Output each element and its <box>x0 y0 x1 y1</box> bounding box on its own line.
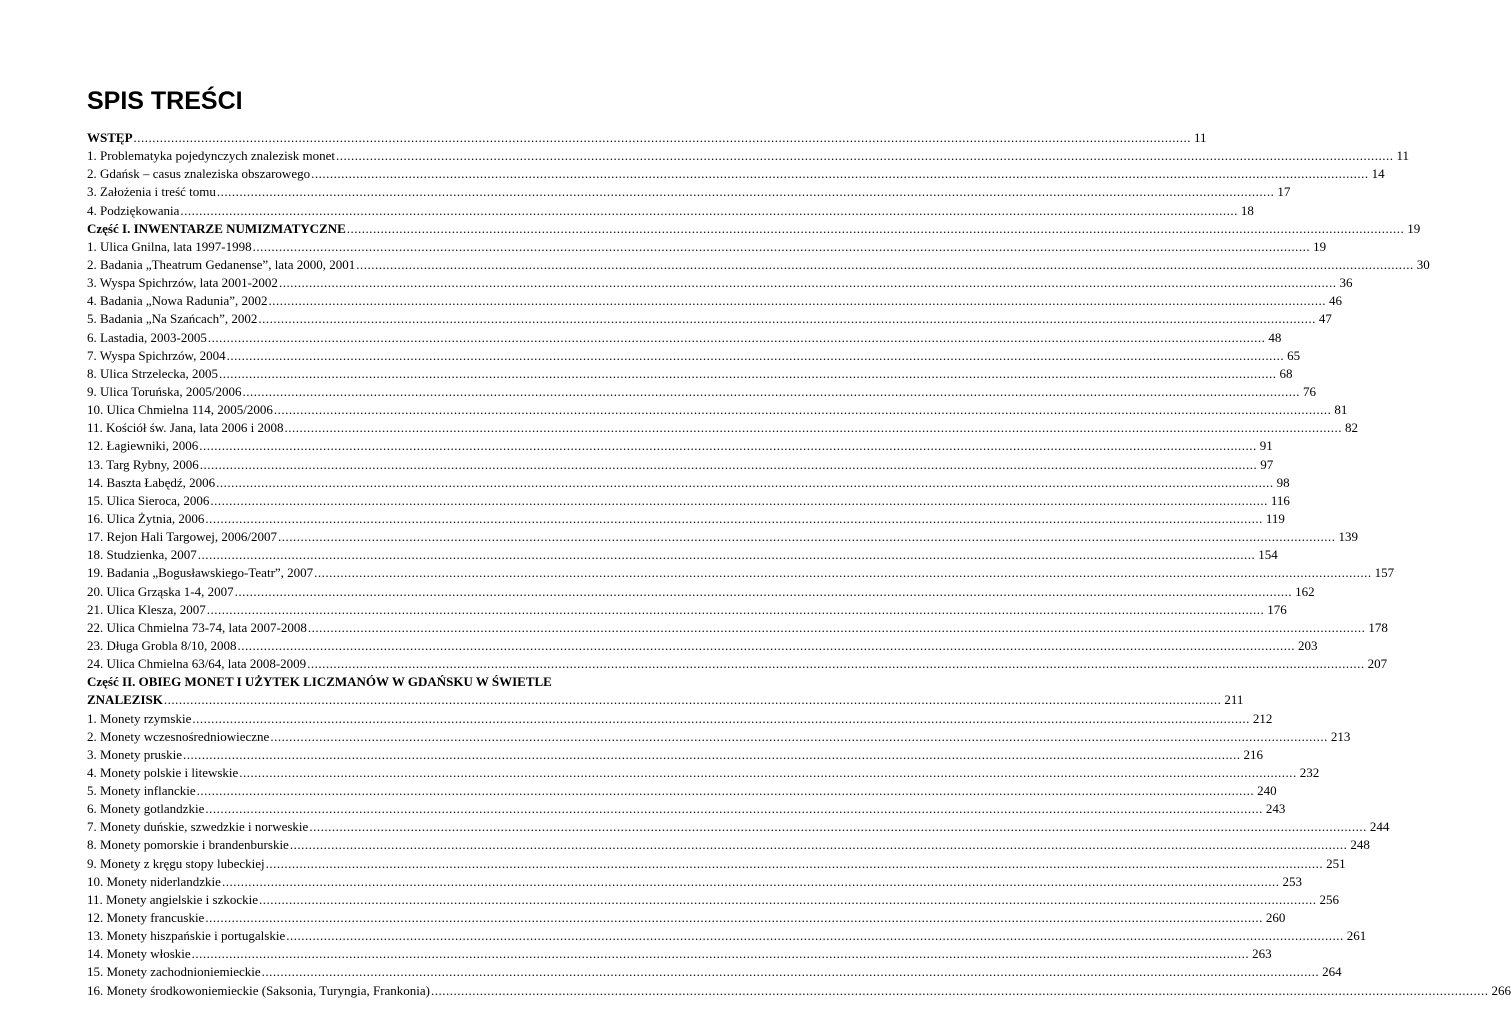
toc-entry <box>87 546 1278 564</box>
toc-entry-page-number: 232 <box>1299 764 1320 780</box>
toc-dot-leader <box>286 927 1344 945</box>
toc-dot-leader <box>258 310 1316 328</box>
toc-dot-leader <box>198 546 1256 564</box>
toc-dot-leader <box>253 238 1311 256</box>
toc-entry-page-number: 157 <box>1374 565 1395 581</box>
toc-dot-leader <box>237 637 1295 655</box>
toc-dot-leader <box>180 202 1238 220</box>
toc-dot-leader <box>431 982 1489 1000</box>
toc-entry-page-number: 48 <box>1268 329 1282 345</box>
toc-entry-page-number: 19 <box>1313 238 1327 254</box>
toc-dot-leader <box>270 728 1328 746</box>
toc-entry-title: 3. Założenia i treść tomu <box>87 184 216 200</box>
toc-entry-page-number: 207 <box>1367 656 1388 672</box>
toc-entry <box>87 437 1273 455</box>
toc-entry-title: 10. Ulica Chmielna 114, 2005/2006 <box>87 402 273 418</box>
toc-entry-title: 7. Monety duńskie, szwedzkie i norweskie <box>87 819 309 835</box>
page-title: SPIS TREŚCI <box>87 87 243 115</box>
toc-dot-leader <box>311 165 1369 183</box>
toc-entry-page-number: 11 <box>1194 130 1207 145</box>
toc-entry <box>87 818 1390 836</box>
toc-entry <box>87 310 1332 328</box>
toc-entry-page-number: 46 <box>1329 293 1343 309</box>
toc-entry-title: 9. Ulica Toruńska, 2005/2006 <box>87 383 242 399</box>
toc-entry-title: 18. Studzienka, 2007 <box>87 547 197 563</box>
toc-entry-title: 2. Monety wczesnośredniowieczne <box>87 728 270 744</box>
toc-dot-leader <box>347 220 1405 238</box>
toc-entry-page-number: 14 <box>1371 166 1385 182</box>
toc-entry-title: 2. Gdańsk – casus znaleziska obszarowego <box>87 166 311 182</box>
toc-dot-leader <box>279 274 1337 292</box>
toc-dot-leader <box>274 401 1332 419</box>
toc-dot-leader <box>217 183 1275 201</box>
toc-entry-title: 19. Badania „Bogusławskiego-Teatr”, 2007 <box>87 565 314 581</box>
toc-entry <box>87 492 1290 510</box>
toc-entry-page-number: 19 <box>1407 220 1421 236</box>
toc-entry-title: 21. Ulica Klesza, 2007 <box>87 601 206 617</box>
toc-entry <box>87 800 1286 818</box>
toc-entry-page-number: 216 <box>1243 746 1263 762</box>
toc-entry <box>87 836 1370 854</box>
toc-entry-page-number: 244 <box>1369 819 1390 835</box>
toc-entry-title: Część I. INWENTARZE NUMIZMATYCZNE <box>87 220 346 236</box>
toc-entry-title: 8. Monety pomorskie i brandenburskie <box>87 837 289 853</box>
toc-entry-title: 1. Ulica Gnilna, lata 1997-1998 <box>87 238 252 254</box>
toc-entry <box>87 202 1254 220</box>
toc-entry <box>87 891 1340 909</box>
toc-dot-leader <box>222 873 1280 891</box>
toc-entry <box>87 474 1290 492</box>
toc-dot-leader <box>239 764 1297 782</box>
toc-dot-leader <box>235 583 1293 601</box>
toc-dot-leader <box>278 528 1336 546</box>
toc-entry-page-number: 256 <box>1319 891 1340 907</box>
toc-dot-leader <box>308 619 1366 637</box>
toc-entry-title: 11. Kościół św. Jana, lata 2006 i 2008 <box>87 420 284 436</box>
toc-entry <box>87 637 1318 655</box>
toc-entry <box>87 256 1430 274</box>
toc-dot-leader <box>336 147 1394 165</box>
toc-dot-leader <box>266 855 1324 873</box>
toc-entry <box>87 329 1282 347</box>
toc-entry-page-number: 119 <box>1265 510 1285 526</box>
toc-entry-title: 17. Rejon Hali Targowej, 2006/2007 <box>87 529 277 545</box>
toc-entry-page-number: 91 <box>1259 438 1273 454</box>
toc-entry <box>87 528 1358 546</box>
toc-entry-page-number: 139 <box>1338 529 1358 545</box>
toc-entry <box>87 220 1421 238</box>
toc-entry <box>87 728 1351 746</box>
toc-entry-page-number: 178 <box>1368 619 1388 635</box>
toc-entry <box>87 456 1274 474</box>
toc-dot-leader <box>262 963 1320 981</box>
toc-entry-title: 9. Monety z kręgu stopy lubeckiej <box>87 855 265 871</box>
toc-entry <box>87 274 1353 292</box>
toc-dot-leader <box>309 818 1367 836</box>
toc-entry <box>87 419 1359 437</box>
toc-entry-page-number: 213 <box>1330 728 1351 744</box>
toc-entry-title: 20. Ulica Grząska 1-4, 2007 <box>87 583 234 599</box>
toc-dot-leader <box>210 492 1268 510</box>
toc-dot-leader <box>307 655 1365 673</box>
toc-entry-page-number: 162 <box>1295 583 1315 599</box>
toc-entry-title: 23. Długa Grobla 8/10, 2008 <box>87 637 237 653</box>
toc-dot-leader <box>216 474 1274 492</box>
toc-entry-page-number: 260 <box>1265 910 1286 926</box>
toc-entry <box>87 655 1388 673</box>
table-of-contents <box>87 129 1511 1000</box>
toc-dot-leader <box>269 292 1327 310</box>
toc-dot-leader <box>192 945 1250 963</box>
toc-dot-leader <box>183 746 1241 764</box>
toc-entry-title: 12. Łagiewniki, 2006 <box>87 438 199 454</box>
toc-entry-page-number: 263 <box>1252 946 1272 962</box>
toc-entry-title: 4. Badania „Nowa Radunia”, 2002 <box>87 293 268 309</box>
toc-entry-title: 24. Ulica Chmielna 63/64, lata 2008-2009 <box>87 656 307 672</box>
toc-dot-leader <box>164 691 1222 709</box>
toc-entry-page-number: 243 <box>1265 801 1286 817</box>
toc-entry <box>87 564 1395 582</box>
toc-entry-page-number: 36 <box>1339 275 1353 291</box>
toc-entry-page-number: 81 <box>1334 402 1348 418</box>
toc-dot-leader <box>205 510 1263 528</box>
toc-entry <box>87 347 1301 365</box>
toc-dot-leader <box>208 329 1266 347</box>
toc-entry <box>87 963 1342 981</box>
toc-entry-page-number: 264 <box>1322 964 1342 980</box>
toc-entry-title: 6. Monety gotlandzkie <box>87 801 205 817</box>
toc-entry <box>87 909 1286 927</box>
toc-entry <box>87 619 1388 637</box>
toc-entry-page-number: 261 <box>1346 928 1367 944</box>
toc-entry-page-number: 18 <box>1240 202 1254 218</box>
toc-entry-title: ZNALEZISK <box>87 692 163 708</box>
toc-entry <box>87 782 1277 800</box>
toc-entry-page-number: 47 <box>1318 311 1332 327</box>
toc-dot-leader <box>356 256 1414 274</box>
toc-entry-page-number: 266 <box>1491 982 1511 998</box>
toc-dot-leader <box>219 365 1277 383</box>
toc-dot-leader <box>197 782 1255 800</box>
toc-entry <box>87 165 1385 183</box>
toc-entry <box>87 710 1273 728</box>
toc-entry-title: 16. Ulica Żytnia, 2006 <box>87 510 205 526</box>
toc-entry-title: 14. Baszta Łabędź, 2006 <box>87 474 216 490</box>
toc-entry-page-number: 76 <box>1302 383 1316 399</box>
toc-entry-title: 4. Monety polskie i litewskie <box>87 764 239 780</box>
toc-entry-title: 15. Monety zachodnioniemieckie <box>87 964 261 980</box>
toc-dot-leader <box>200 456 1258 474</box>
toc-entry-title: 1. Problematyka pojedynczych znalezisk monet <box>87 148 336 164</box>
toc-entry <box>87 927 1367 945</box>
toc-entry-page-number: 68 <box>1279 365 1293 381</box>
toc-entry-title: 2. Badania „Theatrum Gedanense”, lata 2000, 2001 <box>87 256 356 272</box>
toc-entry-title: Część II. OBIEG MONET I UŻYTEK LICZMANÓW W GDAŃSKU W ŚWIETLE <box>87 674 552 690</box>
toc-entry <box>87 673 640 691</box>
toc-dot-leader <box>259 891 1317 909</box>
toc-entry <box>87 945 1272 963</box>
toc-entry-title: 13. Targ Rybny, 2006 <box>87 456 199 472</box>
toc-entry-page-number: 65 <box>1287 347 1301 363</box>
toc-dot-leader <box>290 836 1348 854</box>
toc-entry <box>87 183 1291 201</box>
toc-entry-page-number: 82 <box>1345 420 1359 436</box>
toc-entry <box>87 746 1263 764</box>
toc-entry-page-number: 176 <box>1267 601 1287 617</box>
toc-dot-leader <box>285 419 1343 437</box>
toc-entry-page-number: 30 <box>1416 256 1430 272</box>
toc-entry <box>87 873 1302 891</box>
toc-entry <box>87 292 1343 310</box>
toc-entry-title: 15. Ulica Sieroca, 2006 <box>87 492 210 508</box>
toc-entry-page-number: 203 <box>1297 637 1318 653</box>
toc-entry <box>87 583 1315 601</box>
toc-entry-page-number: 240 <box>1257 783 1277 799</box>
toc-entry <box>87 764 1320 782</box>
toc-entry-title: 3. Monety pruskie <box>87 746 182 762</box>
toc-entry-title: WSTĘP <box>87 130 133 145</box>
toc-entry-page-number: 248 <box>1350 837 1370 853</box>
toc-entry-title: 8. Ulica Strzelecka, 2005 <box>87 365 219 381</box>
toc-entry-title: 7. Wyspa Spichrzów, 2004 <box>87 347 226 363</box>
toc-entry-page-number: 17 <box>1277 184 1291 200</box>
toc-entry-page-number: 212 <box>1252 710 1273 726</box>
toc-entry-title: 11. Monety angielskie i szkockie <box>87 891 259 907</box>
toc-entry-page-number: 251 <box>1326 855 1346 871</box>
toc-entry-page-number: 98 <box>1276 474 1290 490</box>
toc-entry <box>87 855 1346 873</box>
toc-entry-page-number: 11 <box>1396 148 1410 164</box>
toc-entry-page-number: 211 <box>1224 692 1244 708</box>
toc-dot-leader <box>207 601 1265 619</box>
toc-dot-leader <box>205 800 1263 818</box>
toc-dot-leader <box>205 909 1263 927</box>
toc-entry-page-number: 97 <box>1260 456 1274 472</box>
toc-entry <box>87 601 1287 619</box>
toc-dot-leader <box>227 347 1285 365</box>
toc-entry <box>87 510 1285 528</box>
toc-entry <box>87 129 1207 147</box>
toc-entry-title: 6. Lastadia, 2003-2005 <box>87 329 207 345</box>
toc-entry-title: 12. Monety francuskie <box>87 910 205 926</box>
toc-entry <box>87 365 1293 383</box>
toc-entry-title: 4. Podziękowania <box>87 202 180 218</box>
toc-entry-title: 3. Wyspa Spichrzów, lata 2001-2002 <box>87 275 278 291</box>
toc-entry-title: 22. Ulica Chmielna 73-74, lata 2007-2008 <box>87 619 307 635</box>
toc-dot-leader <box>134 129 1192 147</box>
toc-entry-title: 13. Monety hiszpańskie i portugalskie <box>87 928 286 944</box>
toc-dot-leader <box>199 437 1257 455</box>
toc-entry-title: 16. Monety środkowoniemieckie (Saksonia, Turyngia, Frankonia) <box>87 982 431 998</box>
toc-entry-page-number: 154 <box>1258 547 1278 563</box>
toc-entry <box>87 238 1327 256</box>
toc-dot-leader <box>314 564 1372 582</box>
toc-entry-title: 5. Badania „Na Szańcach”, 2002 <box>87 311 258 327</box>
toc-entry-title: 14. Monety włoskie <box>87 946 191 962</box>
toc-entry-title: 10. Monety niderlandzkie <box>87 873 221 889</box>
toc-entry <box>87 401 1348 419</box>
toc-entry <box>87 982 1511 1000</box>
toc-dot-leader <box>192 710 1250 728</box>
toc-entry-page-number: 116 <box>1270 492 1290 508</box>
toc-entry-title: 1. Monety rzymskie <box>87 710 192 726</box>
toc-dot-leader <box>242 383 1300 401</box>
toc-entry-title: 5. Monety inflanckie <box>87 783 196 799</box>
toc-entry-page-number: 253 <box>1282 873 1302 889</box>
toc-entry <box>87 691 1244 709</box>
toc-entry <box>87 383 1316 401</box>
toc-entry <box>87 147 1410 165</box>
